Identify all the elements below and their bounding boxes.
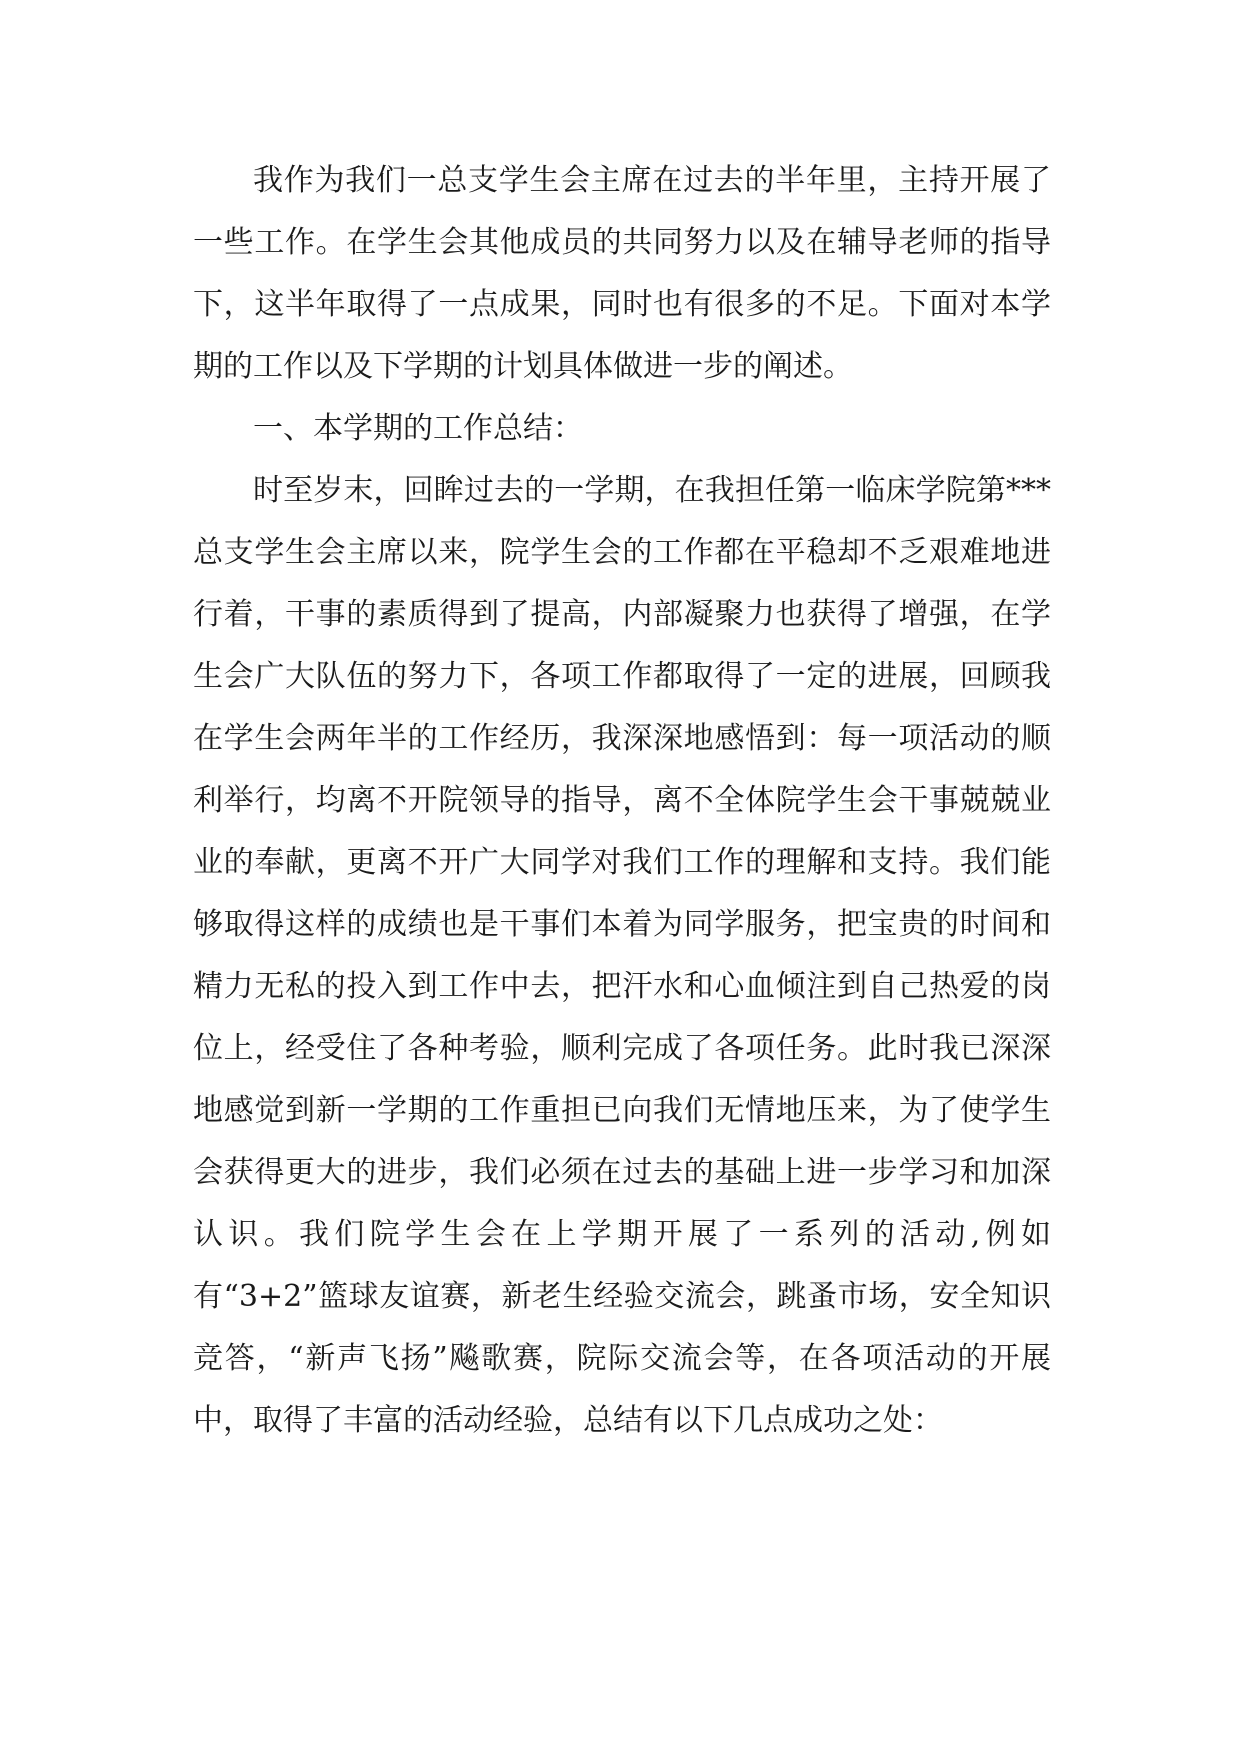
document-body [193, 150, 1051, 1452]
section-heading: 一、本学期的工作总结： [253, 411, 583, 446]
paragraph-intro: 我作为我们一总支学生会主席在过去的半年里，主持开展了一些工作。在学生会其他成员的共同努力以及在辅导老师的指导下，这半年取得了一点成果，同时也有很多的不足。下面对本学期的工作以及下学期的计划具体做进一步的阐述。 [193, 163, 1051, 384]
paragraph-summary: 时至岁末，回眸过去的一学期，在我担任第一临床学院第***总支学生会主席以来，院学生会的工作都在平稳却不乏艰难地进行着，干事的素质得到了提高，内部凝聚力也获得了增强，在学生会广大队伍的努力下，各项工作都取得了一定的进展，回顾我在学生会两年半的工作经历，我深深地感悟到：每一项活动的顺利举行，均离不开院领导的指导，离不全体院学生会干事兢兢业业的奉献，更离不开广大同学对我们工作的理解和支持。我们能够取得这样的成绩也是干事们本着为同学服务，把宝贵的时间和精力无私的投入到工作中去，把汗水和心血倾注到自己热爱的岗位上，经受住了各种考验，顺利完成了各项任务。此时我已深深地感觉到新一学期的工作重担已向我们无情地压来，为了使学生会获得更大的进步，我们必须在过去的基础上进一步学习和加深认识。我们院学生会在上学期开展了一系列的活动,例如有“3+2”篮球友谊赛，新老生经验交流会，跳蚤市场，安全知识竞答，“新声飞扬”飚歌赛，院际交流会等，在各项活动的开展中，取得了丰富的活动经验，总结有以下几点成功之处： [193, 473, 1051, 1438]
